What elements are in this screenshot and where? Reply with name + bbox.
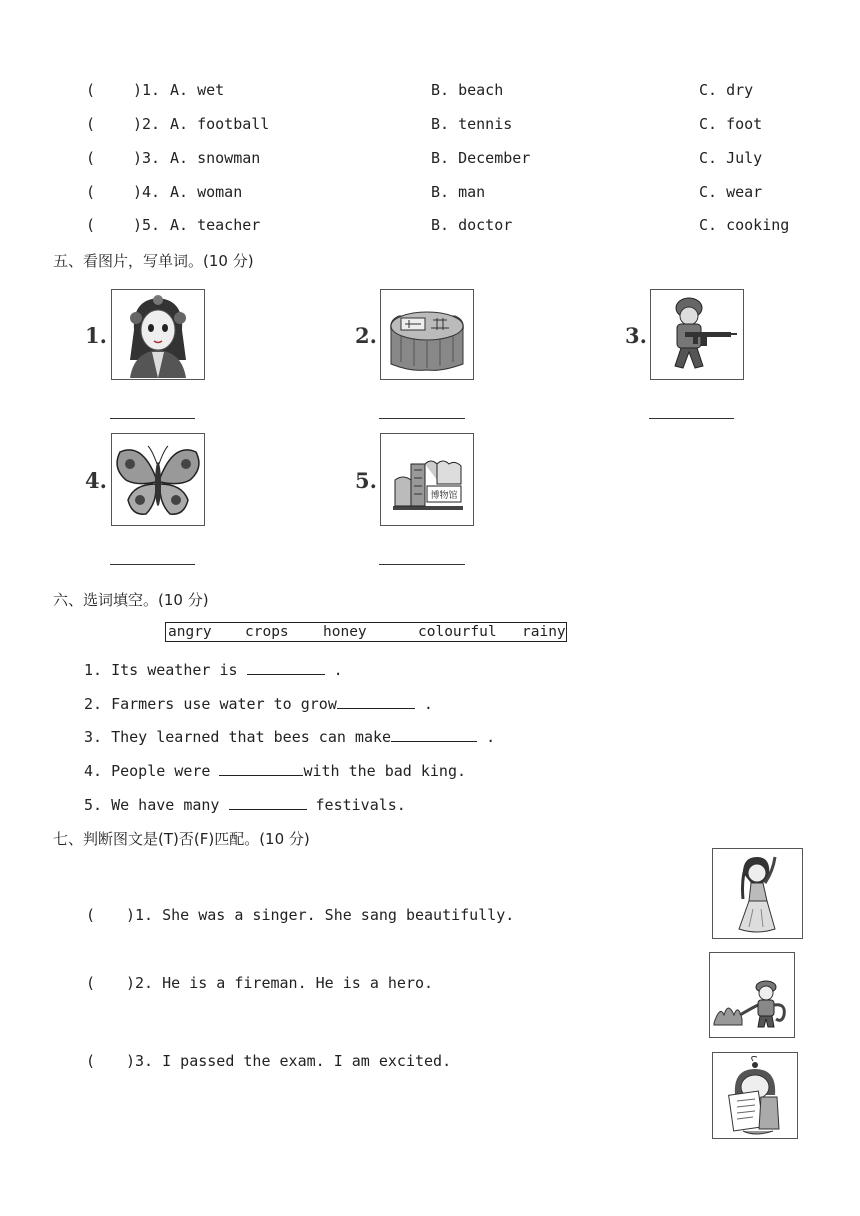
section5-title: 五、看图片，写单词。(10 分)	[53, 252, 254, 270]
option-b: B. December	[431, 149, 531, 167]
option-b: B. doctor	[431, 216, 513, 234]
fill-sentence: 5. We have many festivals.	[84, 796, 406, 814]
picture-number: 1.	[85, 323, 107, 348]
judge-sentence: )2. He is a fireman. He is a hero.	[126, 974, 434, 992]
judge-sentence: )1. She was a singer. She sang beautifully.	[126, 906, 515, 924]
answer-line[interactable]	[379, 564, 465, 565]
answer-blank[interactable]	[229, 795, 307, 810]
picture-number: 2.	[355, 323, 377, 348]
answer-paren-open: (	[86, 216, 96, 234]
singer-icon	[712, 848, 803, 939]
option-a: A. wet	[170, 81, 225, 99]
answer-paren-open: (	[86, 906, 96, 924]
option-a: A. snowman	[170, 149, 261, 167]
option-c: C. dry	[699, 81, 754, 99]
museum-icon	[380, 433, 474, 526]
answer-blank[interactable]	[247, 660, 325, 675]
word-bank-item: honey	[323, 624, 367, 640]
soldier-icon	[650, 289, 744, 380]
answer-paren-open: (	[86, 81, 96, 99]
option-c: C. foot	[699, 115, 763, 133]
picture-number: 4.	[85, 468, 107, 493]
fill-sentence: 2. Farmers use water to grow .	[84, 695, 433, 713]
answer-line[interactable]	[110, 564, 195, 565]
question-number: )1.	[133, 81, 161, 99]
option-a: A. teacher	[170, 216, 261, 234]
answer-paren-open: (	[86, 1052, 96, 1070]
word-bank-item: crops	[245, 624, 289, 640]
butterfly-icon	[111, 433, 205, 526]
option-c: C. wear	[699, 183, 763, 201]
option-a: A. woman	[170, 183, 243, 201]
word-bank-item: colourful	[418, 624, 497, 640]
answer-paren-open: (	[86, 149, 96, 167]
question-number: )4.	[133, 183, 161, 201]
museum-sign: 博物馆	[430, 491, 458, 501]
fill-sentence: 3. They learned that bees can make .	[84, 728, 496, 746]
option-c: C. July	[699, 149, 763, 167]
answer-line[interactable]	[379, 418, 465, 419]
picture-number: 5.	[355, 468, 377, 493]
answer-paren-open: (	[86, 115, 96, 133]
option-b: B. man	[431, 183, 486, 201]
option-a: A. football	[170, 115, 270, 133]
fireman-icon	[709, 952, 795, 1038]
answer-line[interactable]	[649, 418, 734, 419]
word-bank-item: angry	[168, 624, 212, 640]
mooncake-icon	[380, 289, 474, 380]
answer-blank[interactable]	[337, 694, 415, 709]
judge-sentence: )3. I passed the exam. I am excited.	[126, 1052, 452, 1070]
word-bank	[165, 622, 567, 642]
word-bank-item: rainy	[522, 624, 566, 640]
question-number: )2.	[133, 115, 161, 133]
option-b: B. beach	[431, 81, 504, 99]
section6-title: 六、选词填空。(10 分)	[53, 591, 209, 609]
fill-sentence: 4. People were with the bad king.	[84, 762, 467, 780]
answer-paren-open: (	[86, 183, 96, 201]
option-b: B. tennis	[431, 115, 513, 133]
answer-blank[interactable]	[391, 727, 477, 742]
option-c: C. cooking	[699, 216, 790, 234]
answer-blank[interactable]	[219, 761, 303, 776]
section7-title: 七、判断图文是(T)否(F)匹配。(10 分)	[53, 830, 310, 848]
picture-number: 3.	[625, 323, 647, 348]
answer-line[interactable]	[110, 418, 195, 419]
girl-portrait-icon	[111, 289, 205, 380]
fill-sentence: 1. Its weather is .	[84, 661, 343, 679]
answer-paren-open: (	[86, 974, 96, 992]
question-number: )5.	[133, 216, 161, 234]
student-exam-icon	[712, 1052, 798, 1139]
question-number: )3.	[133, 149, 161, 167]
